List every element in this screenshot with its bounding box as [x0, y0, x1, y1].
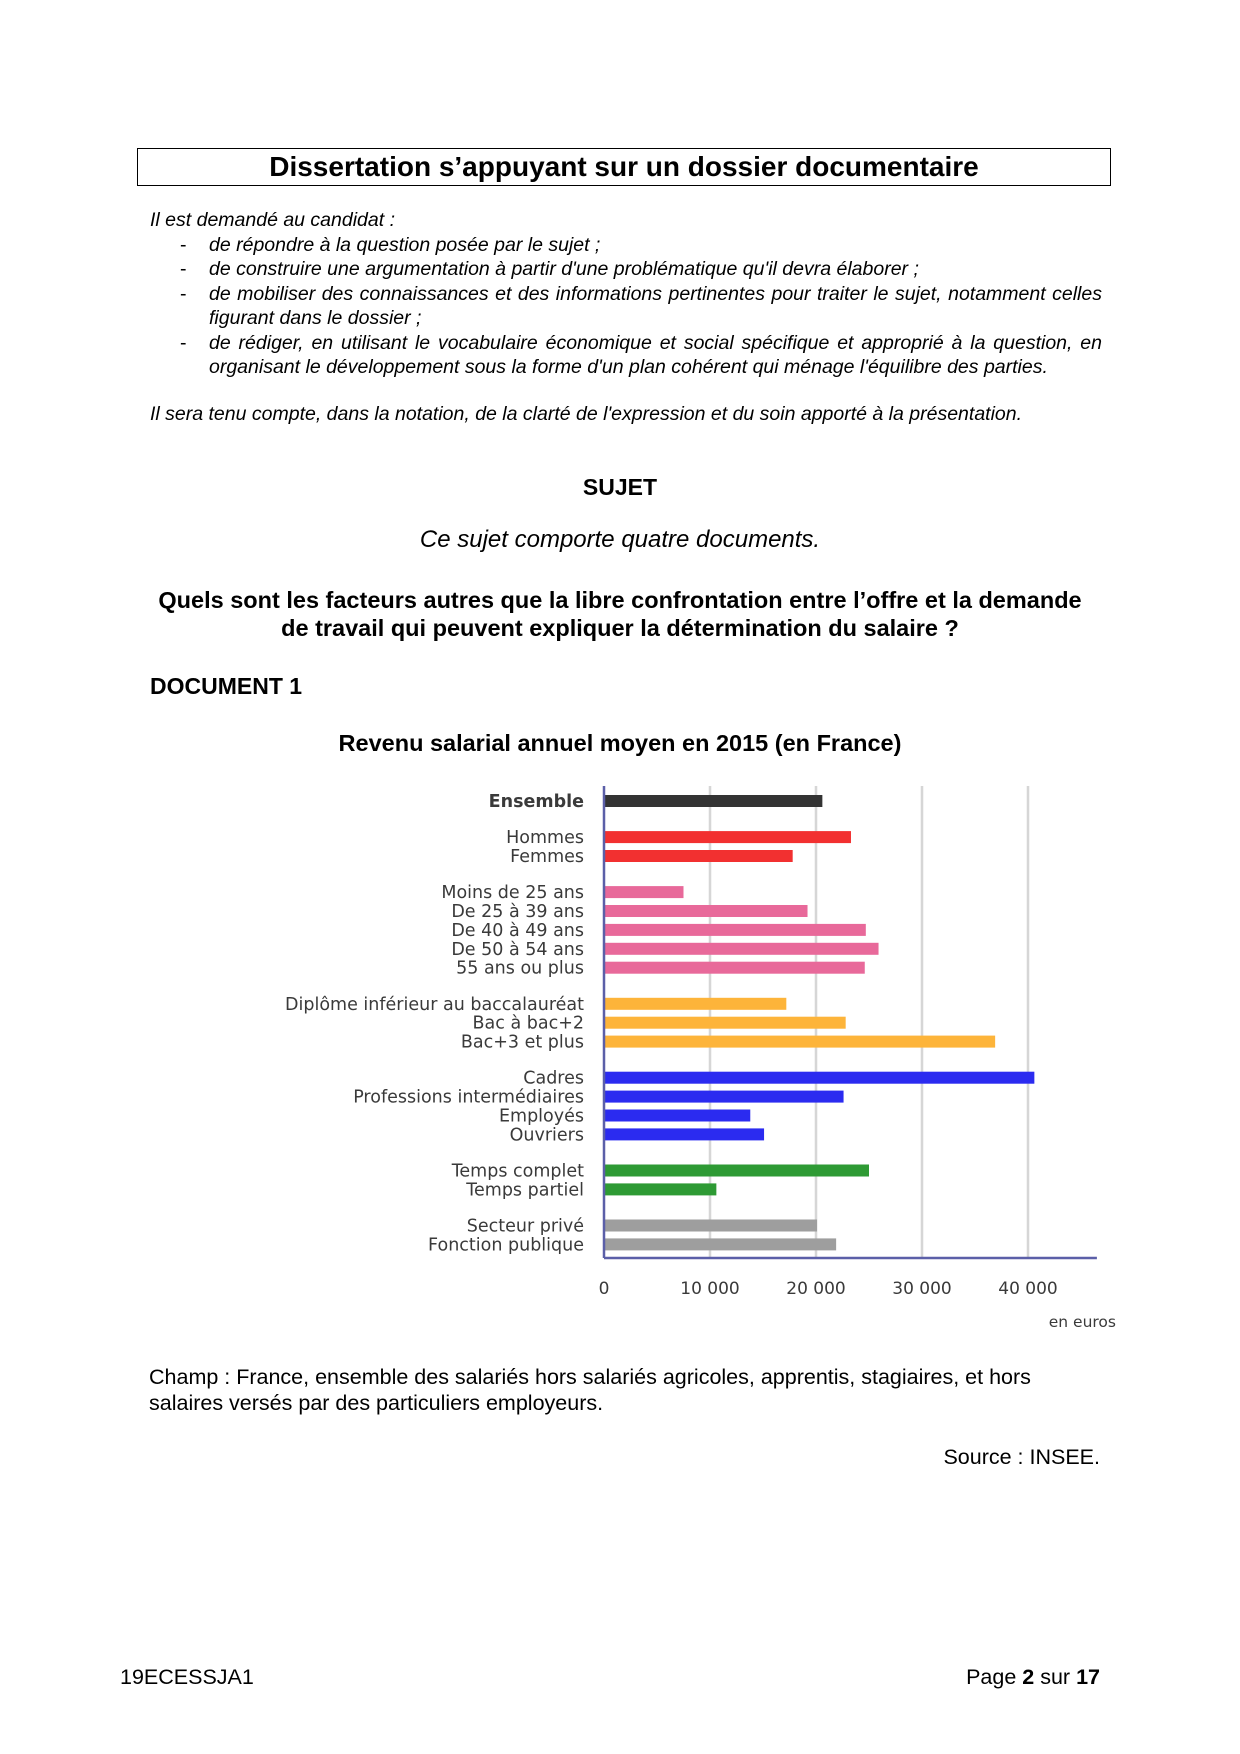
bar [604, 962, 865, 974]
instructions [150, 208, 1102, 426]
bar-label: Employés [498, 1106, 584, 1127]
bar [604, 831, 851, 843]
instruction-item: - de construire une argumentation à partir d'une problématique qu'il devra élaborer ; [150, 257, 1102, 282]
footer-exam-code: 19ECESSJA1 [120, 1665, 254, 1689]
chart-source: Source : INSEE. [943, 1445, 1100, 1469]
page-total: 17 [1076, 1665, 1100, 1689]
x-tick-label: 10 000 [680, 1279, 740, 1299]
bar-label: Ensemble [488, 792, 584, 812]
instructions-list [150, 233, 1102, 380]
bar [604, 905, 808, 917]
bar-label: Bac+3 et plus [460, 1032, 584, 1053]
presentation-note: Il sera tenu compte, dans la notation, de la clarté de l'expression et du soin apporté à la présentation. [150, 402, 1023, 425]
bar [604, 1017, 846, 1029]
bar-label: Fonction publique [428, 1235, 584, 1256]
bar [604, 1036, 995, 1048]
page-prefix: Page [966, 1665, 1017, 1689]
bar-label: Hommes [506, 828, 584, 849]
bar-label: Professions intermédiaires [353, 1087, 584, 1108]
bar-label: De 25 à 39 ans [451, 902, 584, 922]
bar [604, 886, 684, 898]
bar-label: De 40 à 49 ans [451, 920, 584, 941]
bar-label: Ouvriers [509, 1125, 584, 1146]
bar-label: De 50 à 54 ans [451, 939, 584, 960]
sujet-question: Quels sont les facteurs autres que la libre confrontation entre l’offre et la demande de travail qui peuvent expliquer la détermination du salaire ? [158, 587, 1082, 641]
chart-title: Revenu salarial annuel moyen en 2015 (en France) [338, 730, 902, 756]
instructions-intro: Il est demandé au candidat : [150, 209, 395, 231]
bar [604, 943, 879, 955]
bar-label: Diplôme inférieur au baccalauréat [285, 994, 584, 1015]
bar [604, 1238, 836, 1250]
x-axis-label: en euros [1048, 1313, 1116, 1331]
bar [604, 1128, 764, 1140]
bar [604, 998, 786, 1010]
bar-label: Temps complet [451, 1161, 584, 1182]
bar-label: Bac à bac+2 [472, 1013, 584, 1034]
bar [604, 1165, 869, 1177]
bar [604, 850, 793, 862]
page-title: Dissertation s’appuyant sur un dossier documentaire [137, 148, 1111, 186]
instruction-item: - de mobiliser des connaissances et des informations pertinentes pour traiter le sujet, notamment celles figurant dans le dossier ; [150, 282, 1102, 331]
bar [604, 1110, 750, 1122]
x-tick-label: 0 [598, 1279, 610, 1299]
bar [604, 924, 866, 936]
instruction-item: - de rédiger, en utilisant le vocabulaire économique et social spécifique et approprié à la question, en organisant le développement sous la forme d'un plan cohérent qui ménage l'équilibre des parties. [150, 331, 1102, 380]
bar [604, 1091, 844, 1103]
x-tick-label: 40 000 [998, 1279, 1058, 1299]
page-current: 2 [1022, 1665, 1035, 1689]
bar-label: Cadres [523, 1068, 584, 1089]
bar-label: Moins de 25 ans [441, 883, 584, 904]
footer-page-number [966, 1665, 1100, 1690]
x-tick-label: 30 000 [892, 1279, 952, 1299]
bar [604, 1183, 716, 1195]
sujet-heading: SUJET [582, 474, 658, 500]
page-separator: sur [1040, 1665, 1071, 1689]
chart-scope-note: Champ : France, ensemble des salariés hors salariés agricoles, apprentis, stagiaires, et hors salaires versés par des particuliers employeurs. [149, 1365, 1031, 1415]
bar [604, 1220, 817, 1232]
instruction-item: - de répondre à la question posée par le sujet ; [150, 233, 1102, 258]
bar [604, 1072, 1034, 1084]
bar [604, 795, 822, 807]
bar-label: Secteur privé [466, 1216, 584, 1237]
bar-label: 55 ans ou plus [456, 958, 584, 979]
bar-label: Temps partiel [466, 1180, 584, 1201]
x-tick-label: 20 000 [786, 1279, 846, 1299]
document-label: DOCUMENT 1 [150, 673, 303, 699]
bar-label: Femmes [510, 847, 584, 867]
sujet-subtitle: Ce sujet comporte quatre documents. [419, 526, 821, 553]
